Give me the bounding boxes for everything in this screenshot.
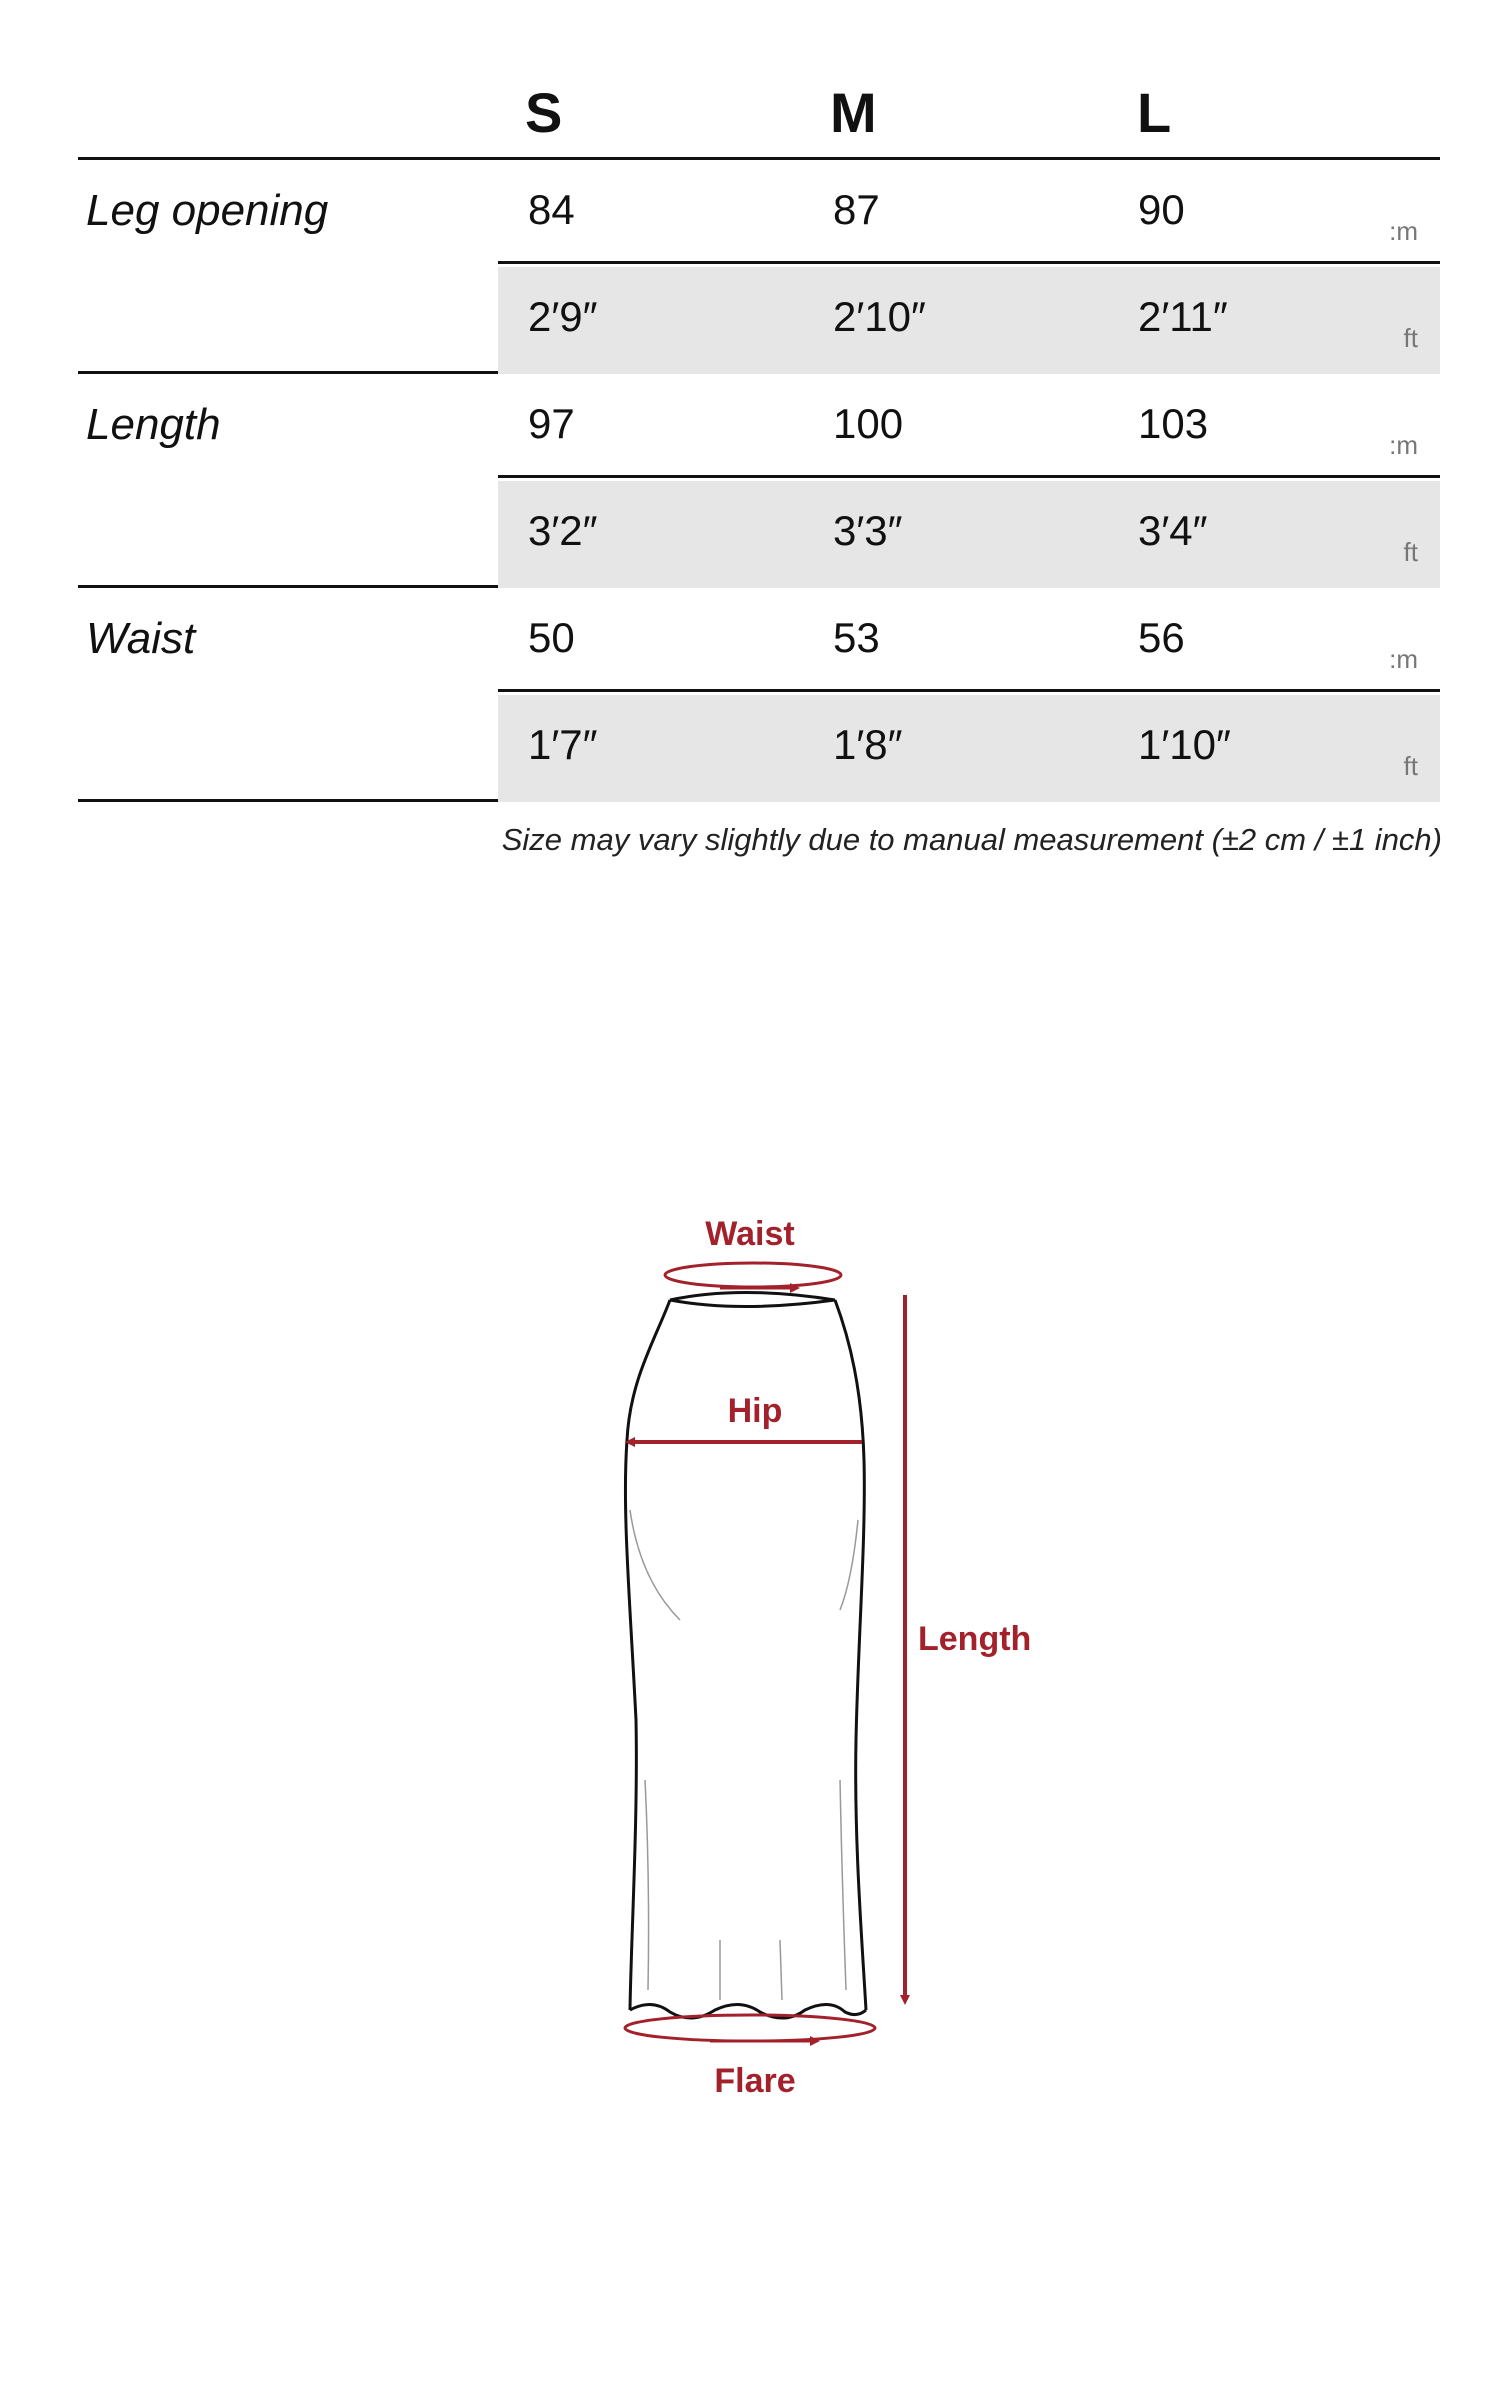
- value-cell: 3′4″: [1138, 507, 1208, 554]
- measure-label: Waist: [86, 614, 196, 663]
- value-cell: 103: [1138, 400, 1209, 447]
- flare-arrow: [625, 2015, 875, 2041]
- value-cell: 50: [528, 614, 575, 661]
- unit-label-ft: ft: [1403, 751, 1418, 781]
- diagram-label-waist: Waist: [705, 1215, 795, 1253]
- value-cell: 1′10″: [1138, 721, 1231, 768]
- measure-group-length: [78, 374, 1440, 588]
- value-cell: 2′11″: [1138, 293, 1228, 340]
- value-cell: 53: [833, 614, 880, 661]
- value-cell: 100: [833, 400, 904, 447]
- unit-label-cm: :m: [1389, 430, 1418, 460]
- value-cell: 2′9″: [528, 293, 598, 340]
- measurement-note: Size may vary slightly due to manual measurement (±2 cm / ±1 inch): [501, 822, 1442, 857]
- value-cell: 3′2″: [528, 507, 598, 554]
- cm-row: [498, 160, 1440, 264]
- measure-label: Leg opening: [86, 186, 329, 235]
- value-cell: 56: [1138, 614, 1185, 661]
- cm-row: [498, 374, 1440, 478]
- value-cell: 84: [528, 186, 575, 233]
- measure-label: Length: [86, 400, 221, 449]
- value-cell: 1′8″: [833, 721, 903, 768]
- value-cell: 1′7″: [528, 721, 598, 768]
- value-cell: 3′3″: [833, 507, 903, 554]
- cm-row: [498, 588, 1440, 692]
- waist-arrow: [665, 1263, 841, 1288]
- value-cell: 87: [833, 186, 880, 233]
- ft-row: [498, 695, 1440, 802]
- skirt-fold-lines: [630, 1510, 858, 2000]
- value-cell: 2′10″: [833, 293, 926, 340]
- unit-label-ft: ft: [1403, 537, 1418, 567]
- size-heading-l: L: [1137, 81, 1172, 144]
- size-heading-s: S: [525, 81, 563, 144]
- measure-group-leg-opening: [78, 160, 1440, 374]
- ft-row: [498, 481, 1440, 588]
- size-heading-m: M: [830, 81, 877, 144]
- diagram-label-flare: Flare: [714, 2062, 796, 2100]
- skirt-measurement-diagram: [600, 1180, 1100, 2140]
- unit-label-ft: ft: [1403, 323, 1418, 353]
- diagram-label-length: Length: [918, 1620, 1032, 1658]
- ft-row: [498, 267, 1440, 374]
- diagram-label-hip: Hip: [727, 1392, 783, 1430]
- unit-label-cm: :m: [1389, 644, 1418, 674]
- size-header-row: [78, 0, 1440, 160]
- size-chart-table: [78, 0, 1440, 802]
- unit-label-cm: :m: [1389, 216, 1418, 246]
- skirt-outline-icon: [600, 1180, 1100, 2140]
- measure-group-waist: [78, 588, 1440, 802]
- value-cell: 90: [1138, 186, 1185, 233]
- value-cell: 97: [528, 400, 575, 447]
